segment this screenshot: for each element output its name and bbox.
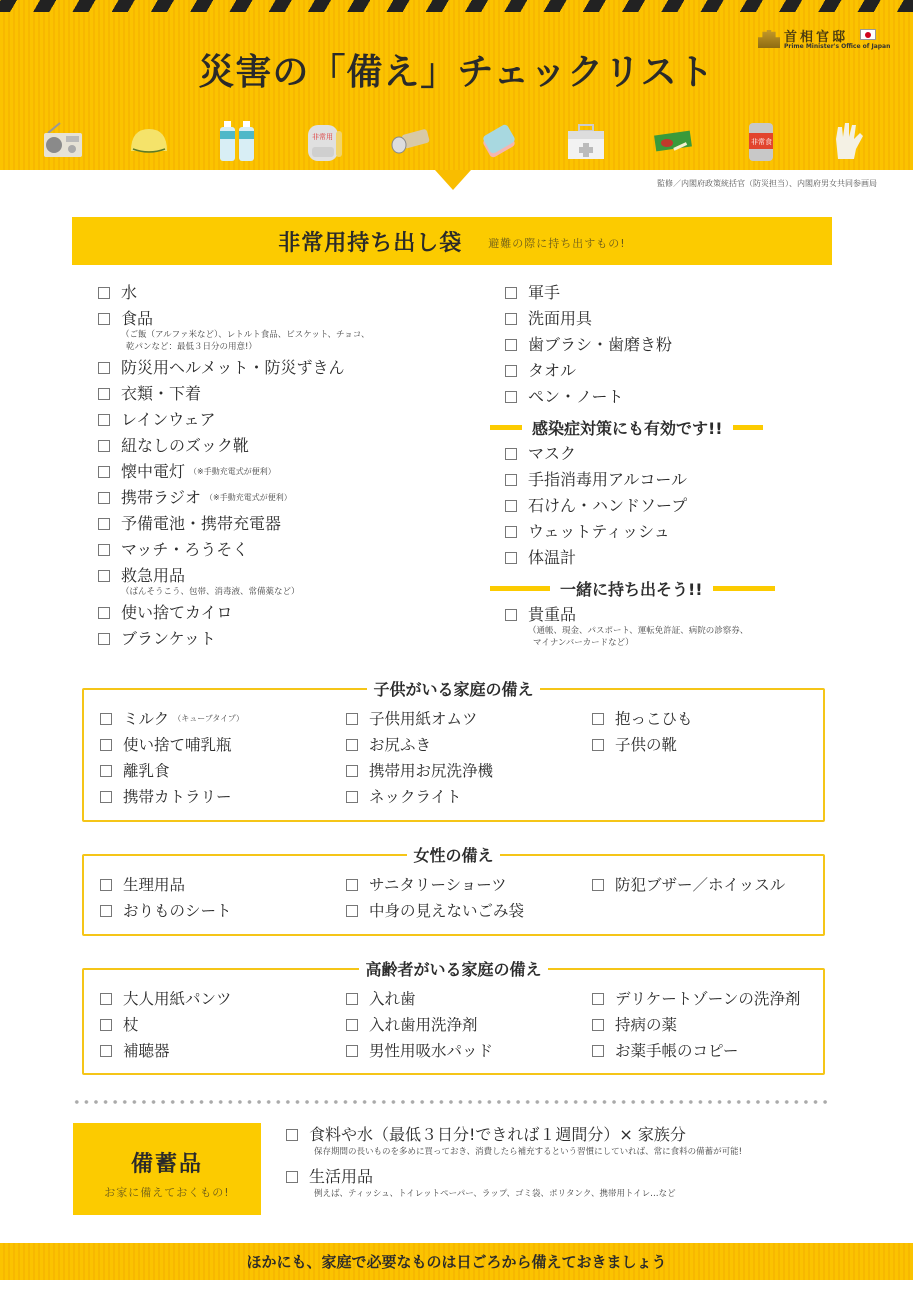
checkbox[interactable] xyxy=(505,313,517,325)
check-item-toiletries[interactable]: 洗面用具 xyxy=(505,306,825,332)
checkbox[interactable] xyxy=(505,339,517,351)
check-item-shorts[interactable]: サニタリーショーツ xyxy=(346,872,592,898)
check-item-kids-shoes[interactable]: 子供の靴 xyxy=(592,732,838,758)
checkbox[interactable] xyxy=(346,791,358,803)
col-3 xyxy=(592,706,838,810)
stockpile-list xyxy=(286,1122,846,1206)
check-item-heat-pack[interactable]: 使い捨てカイロ xyxy=(98,600,478,626)
check-item-med-notebook[interactable]: お薬手帳のコピー xyxy=(592,1038,838,1064)
checkbox[interactable] xyxy=(505,448,517,460)
check-item-shoes[interactable]: 紐なしのズック靴 xyxy=(98,433,478,459)
checkbox[interactable] xyxy=(505,391,517,403)
check-item-sanitizer[interactable]: 手指消毒用アルコール xyxy=(505,467,825,493)
checkbox[interactable] xyxy=(100,1045,112,1057)
checkbox[interactable] xyxy=(505,526,517,538)
emergency-bag-left-column xyxy=(98,280,478,652)
emergency-bag-header xyxy=(72,217,832,265)
helmet-icon xyxy=(127,119,171,163)
header-pointer xyxy=(435,170,471,190)
header-banner xyxy=(0,0,913,170)
work-gloves-icon xyxy=(826,119,870,163)
stockpile-title: 備蓄品 xyxy=(130,1152,203,1177)
check-item-helmet[interactable]: 防災用ヘルメット・防災ずきん xyxy=(98,355,478,381)
check-item-thermometer[interactable]: 体温計 xyxy=(505,545,825,571)
checkbox[interactable] xyxy=(98,388,110,400)
water-bottles-icon xyxy=(215,119,259,163)
check-item-medicine[interactable]: 持病の薬 xyxy=(592,1012,838,1038)
check-item-cleanser[interactable]: デリケートゾーンの洗浄剤 xyxy=(592,986,838,1012)
check-item-milk[interactable]: ミルク （キューブタイプ） xyxy=(100,706,346,732)
checkbox[interactable] xyxy=(100,1019,112,1031)
check-item-valuables[interactable]: 貴重品 xyxy=(505,602,825,628)
svg-text:非常用: 非常用 xyxy=(311,133,333,141)
check-item-cutlery[interactable]: 携帯カトラリー xyxy=(100,784,346,810)
check-item-wipes[interactable]: お尻ふき xyxy=(346,732,592,758)
checkbox[interactable] xyxy=(346,905,358,917)
checkbox[interactable] xyxy=(346,1045,358,1057)
col-1 xyxy=(100,986,346,1064)
check-item-liners[interactable]: おりものシート xyxy=(100,898,346,924)
first-aid-kit-icon xyxy=(564,119,608,163)
logo-jp: 首相官邸 xyxy=(784,30,849,45)
logo-en: Prime Minister's Office of Japan xyxy=(784,43,891,50)
illustration-row xyxy=(40,116,870,166)
check-item-whistle[interactable]: 防犯ブザー／ホイッスル xyxy=(592,872,838,898)
check-item-towel[interactable]: タオル xyxy=(505,358,825,384)
checkbox[interactable] xyxy=(98,414,110,426)
section-subtitle: 避難の際に持ち出すもの! xyxy=(488,237,626,250)
check-item-clothes[interactable]: 衣類・下着 xyxy=(98,381,478,407)
flashlight-icon xyxy=(389,119,433,163)
check-item-flashlight[interactable]: 懐中電灯 （※手動充電式が便利） xyxy=(98,459,478,485)
checkbox[interactable] xyxy=(505,365,517,377)
hazard-stripe xyxy=(0,0,913,12)
towels-icon xyxy=(477,119,521,163)
checkbox[interactable] xyxy=(592,993,604,1005)
checkbox[interactable] xyxy=(592,1019,604,1031)
divider-bar xyxy=(490,586,550,591)
check-item-food-water[interactable]: 食料や水（最低３日分!できれば１週間分）× 家族分 xyxy=(286,1122,846,1148)
item-note: 保存期間の長いものを多めに買っておき、消費したら補充するという習慣にしていれば、常に食料の備蓄が可能! xyxy=(314,1147,743,1157)
check-item-opaque-bags[interactable]: 中身の見えないごみ袋 xyxy=(346,898,592,924)
divider-bar xyxy=(490,425,522,430)
col-1 xyxy=(100,706,346,810)
elderly-box xyxy=(82,960,825,1075)
check-item-mask[interactable]: マスク xyxy=(505,441,825,467)
check-item-baby-food[interactable]: 離乳食 xyxy=(100,758,346,784)
checkbox[interactable] xyxy=(100,879,112,891)
check-item-adult-diapers[interactable]: 大人用紙パンツ xyxy=(100,986,346,1012)
checkbox[interactable] xyxy=(98,466,110,478)
checkbox[interactable] xyxy=(592,739,604,751)
women-box xyxy=(82,846,825,936)
checkbox[interactable] xyxy=(98,544,110,556)
col-3 xyxy=(592,872,838,924)
checkbox[interactable] xyxy=(592,879,604,891)
svg-text:非常食: 非常食 xyxy=(750,138,772,146)
check-item-radio[interactable]: 携帯ラジオ （※手動充電式が便利） xyxy=(98,485,478,511)
check-item-cane[interactable]: 杖 xyxy=(100,1012,346,1038)
checkbox[interactable] xyxy=(505,609,517,621)
check-item-water[interactable]: 水 xyxy=(98,280,478,306)
divider-bar xyxy=(733,425,763,430)
checkbox[interactable] xyxy=(100,905,112,917)
checkbox[interactable] xyxy=(592,713,604,725)
page-title: 災害の「備え」チェックリスト xyxy=(198,52,715,93)
radio-icon xyxy=(40,119,84,163)
item-note: （ご飯（アルファ米など）、レトルト食品、ビスケット、チョコ、 乾パンなど：最低３日分の用意!） xyxy=(121,330,370,352)
col-1 xyxy=(100,872,346,924)
check-item-blanket[interactable]: ブランケット xyxy=(98,626,478,652)
stockpile-label-box xyxy=(73,1123,261,1215)
check-item-diapers[interactable]: 子供用紙オムツ xyxy=(346,706,592,732)
check-item-pen-notebook[interactable]: ペン・ノート xyxy=(505,384,825,410)
japan-flag-icon xyxy=(860,29,876,40)
check-item-rainwear[interactable]: レインウェア xyxy=(98,407,478,433)
check-item-necklight[interactable]: ネックライト xyxy=(346,784,592,810)
checkbox[interactable] xyxy=(98,570,110,582)
checkbox[interactable] xyxy=(505,287,517,299)
checkbox[interactable] xyxy=(346,739,358,751)
dotted-divider xyxy=(72,1100,832,1104)
section-title: 非常用持ち出し袋 xyxy=(278,230,463,256)
supervisor-credit: 監修／内閣府政策統括官（防災担当）、内閣府男女共同参画局 xyxy=(657,179,877,188)
checkbox[interactable] xyxy=(286,1129,298,1141)
checkbox[interactable] xyxy=(100,713,112,725)
check-item-bidet[interactable]: 携帯用お尻洗浄機 xyxy=(346,758,592,784)
check-item-bottle[interactable]: 使い捨て哺乳瓶 xyxy=(100,732,346,758)
box-title: 子供がいる家庭の備え xyxy=(367,680,539,699)
together-heading: 一緒に持ち出そう!! xyxy=(490,577,825,600)
bankbook-seal-icon xyxy=(651,119,695,163)
checkbox[interactable] xyxy=(100,993,112,1005)
check-item-sanitary[interactable]: 生理用品 xyxy=(100,872,346,898)
col-2 xyxy=(346,986,592,1064)
checkbox[interactable] xyxy=(100,739,112,751)
checkbox[interactable] xyxy=(98,518,110,530)
check-item-wet-tissue[interactable]: ウェットティッシュ xyxy=(505,519,825,545)
check-item-carrier[interactable]: 抱っこひも xyxy=(592,706,838,732)
check-item-hearing-aid[interactable]: 補聴器 xyxy=(100,1038,346,1064)
stockpile-subtitle: お家に備えておくもの! xyxy=(104,1186,230,1199)
checkbox[interactable] xyxy=(100,765,112,777)
col-3 xyxy=(592,986,838,1064)
checkbox[interactable] xyxy=(98,607,110,619)
checkbox[interactable] xyxy=(98,492,110,504)
check-item-batteries[interactable]: 予備電池・携帯充電器 xyxy=(98,511,478,537)
children-box xyxy=(82,680,825,822)
item-note: （ばんそうこう、包帯、消毒液、常備薬など） xyxy=(121,587,300,597)
item-note: （通帳、現金、パスポート、運転免許証、病院の診察券、 マイナンバーカードなど） xyxy=(528,626,749,648)
divider-bar xyxy=(713,586,775,591)
checkbox[interactable] xyxy=(286,1171,298,1183)
checkbox[interactable] xyxy=(592,1045,604,1057)
check-item-dentures[interactable]: 入れ歯 xyxy=(346,986,592,1012)
check-item-gloves[interactable]: 軍手 xyxy=(505,280,825,306)
check-item-matches[interactable]: マッチ・ろうそく xyxy=(98,537,478,563)
checkbox[interactable] xyxy=(98,633,110,645)
emergency-food-can-icon xyxy=(739,119,783,163)
emergency-backpack-icon xyxy=(302,119,346,163)
checkbox[interactable] xyxy=(346,879,358,891)
check-item-pads[interactable]: 男性用吸水パッド xyxy=(346,1038,592,1064)
checkbox[interactable] xyxy=(346,713,358,725)
checkbox[interactable] xyxy=(505,552,517,564)
checkbox[interactable] xyxy=(505,474,517,486)
emergency-bag-right-column xyxy=(505,280,825,651)
checkbox[interactable] xyxy=(98,440,110,452)
footer-banner xyxy=(0,1243,913,1280)
box-title: 高齢者がいる家庭の備え xyxy=(359,960,547,979)
check-item-toothbrush[interactable]: 歯ブラシ・歯磨き粉 xyxy=(505,332,825,358)
check-item-first-aid[interactable]: 救急用品 xyxy=(98,563,478,589)
checkbox[interactable] xyxy=(100,791,112,803)
check-item-food[interactable]: 食品 xyxy=(98,306,478,332)
infection-heading: 感染症対策にも有効です!! xyxy=(490,416,825,439)
check-item-denture-cleaner[interactable]: 入れ歯用洗浄剤 xyxy=(346,1012,592,1038)
item-note: 例えば、ティッシュ、トイレットペーパー、ラップ、ゴミ袋、ポリタンク、携帯用トイレ…など xyxy=(314,1189,676,1199)
col-2 xyxy=(346,706,592,810)
check-item-soap[interactable]: 石けん・ハンドソープ xyxy=(505,493,825,519)
checkbox[interactable] xyxy=(505,500,517,512)
checkbox[interactable] xyxy=(98,362,110,374)
checkbox[interactable] xyxy=(346,765,358,777)
checkbox[interactable] xyxy=(346,993,358,1005)
checkbox[interactable] xyxy=(346,1019,358,1031)
col-2 xyxy=(346,872,592,924)
checkbox[interactable] xyxy=(98,287,110,299)
checkbox[interactable] xyxy=(98,313,110,325)
check-item-daily-goods[interactable]: 生活用品 xyxy=(286,1164,846,1190)
box-title: 女性の備え xyxy=(407,846,499,865)
footer-text: ほかにも、家庭で必要なものは日ごろから備えておきましょう xyxy=(246,1253,667,1271)
